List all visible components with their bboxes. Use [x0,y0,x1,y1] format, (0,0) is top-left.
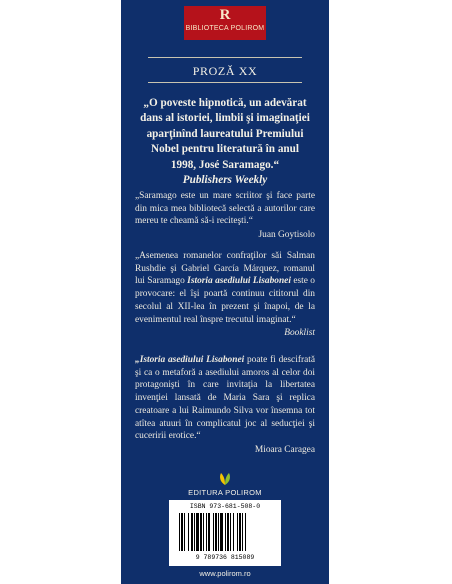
barcode-bar [242,513,243,551]
barcode-bar [239,513,241,551]
barcode-bar [206,513,207,551]
quote-booklist-text-before: „Asemenea romanelor confraţilor săi Salman Rushdie şi Gabriel García Márquez, romanul lui Saramago [135,251,315,287]
series-title: PROZĂ XX [192,64,258,78]
quote-goytisolo-source: Juan Goytisolo [258,230,315,241]
polirom-leaf-icon [217,472,233,486]
logo-text: BIBLIOTECA POLIROM [185,25,265,32]
barcode-icon [177,513,273,551]
quote-goytisolo [135,190,315,242]
quote-booklist-text-after: este o provocare: el îşi poartă continuu cititorul din secolul al XII-lea în prezent şi înapoi, de la evenimentul real înspre trecutul imaginat.“ [135,276,315,325]
barcode-bar [215,513,217,551]
barcode-bar [196,513,199,551]
lead-quote-text: „O poveste hipnotică, un adevărat dans al istoriei, limbii şi imaginaţiei aparţinînd laureatului Premiului Nobel pentru literatură în anul 1998, José Saramago.“ [140,97,310,171]
barcode-bar [220,513,223,551]
barcode-bar [188,513,189,551]
barcode-bar [233,513,234,551]
barcode-bar [225,513,226,551]
lead-quote [139,96,311,188]
barcode-bar [200,513,202,551]
quote-goytisolo-text: „Saramago este un mare scriitor şi face parte din mica mea bibliotecă selectă a autorilor care mereu te cheamă să-i reciteşti.“ [135,191,315,227]
quote-booklist-source: Booklist [284,328,315,339]
quote-caragea-source: Mioara Caragea [254,444,315,455]
barcode-bar [245,513,246,551]
barcode-bar [179,513,180,551]
quote-booklist [135,250,315,340]
barcode-bar [191,513,193,551]
lead-quote-source: Publishers Weekly [182,174,268,187]
logo-letter: R [219,7,231,23]
barcode-bar [230,513,231,551]
barcode-bar [227,513,229,551]
publisher-website: www.polirom.ro [199,569,251,578]
barcode-bar [208,513,210,551]
barcode-bar [237,513,238,551]
barcode-bar [203,513,204,551]
barcode-bar [218,513,219,551]
quote-caragea-body: poate fi descifrată şi ca o metaforă a asediului amoros al celor doi protagonişti în care invitaţia la libertatea invenţiei lansată de Maria Sara şi replica creatoare a lui Raimundo Silva vor însemna tot atîtea atuuri în complicatul joc al seducţiei şi cuceririi erotice.“ [135,355,315,442]
quote-caragea-text [135,354,315,443]
quote-caragea [135,354,315,457]
publisher-series-logo [184,6,266,40]
barcode-bar [194,513,195,551]
divider-top [148,57,302,58]
divider-bottom [148,82,302,83]
quote-caragea-book-title: „Istoria asediului Lisabonei [135,355,245,365]
barcode-bar [184,513,185,551]
book-back-cover [121,0,329,584]
isbn-number: ISBN 973-681-508-0 [189,503,261,510]
isbn-barcode-box [169,500,281,566]
publisher-name: EDITURA POLIROM [188,488,262,497]
barcode-number: 9 789736 815089 [195,554,255,561]
quote-booklist-book-title: Istoria asediului Lisabonei [187,276,291,287]
barcode-bar [213,513,214,551]
quote-booklist-text [135,250,315,326]
barcode-bar [181,513,183,551]
